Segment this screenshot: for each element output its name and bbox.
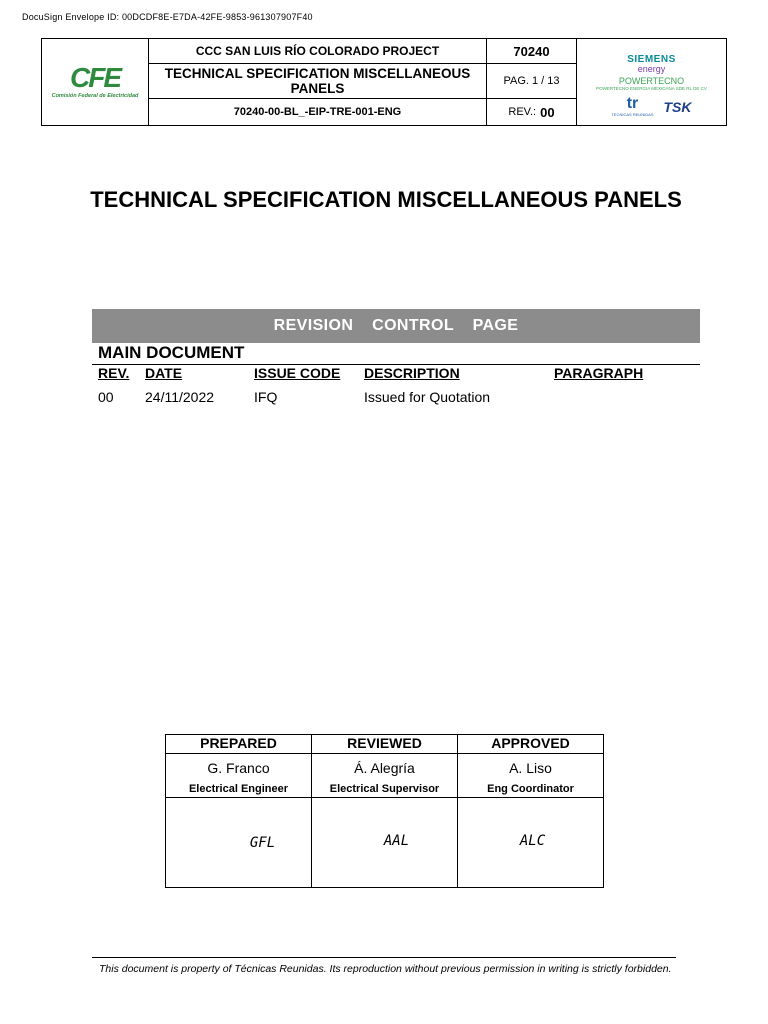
powertecno-subtitle: POWERTECNO ENERGIA MEXICANA SDE RL DE CV [596, 86, 707, 91]
partner-logos [577, 39, 726, 125]
header-title: TECHNICAL SPECIFICATION MISCELLANEOUS PANELS [164, 66, 471, 96]
approved-name: A. Liso [509, 760, 552, 776]
tsk-logo: TSK [663, 98, 692, 115]
prepared-role: Electrical Engineer [188, 783, 289, 795]
siemens-logo: SIEMENS [627, 54, 676, 65]
docusign-envelope-id: DocuSign Envelope ID: 00DCDF8E-E7DA-42FE-9853-961307907F40 [22, 12, 313, 22]
row-rev: 00 [98, 389, 114, 405]
page-number: PAG. 1 / 13 [503, 75, 560, 87]
cfe-logo-subtitle: Comisión Federal de Electricidad [51, 93, 139, 99]
column-header-date: DATE [145, 365, 183, 381]
prepared-header: PREPARED [200, 735, 277, 751]
tecnicas-reunidas-logo [611, 96, 653, 117]
column-header-description: DESCRIPTION [364, 365, 460, 381]
prepared-name: G. Franco [207, 760, 270, 776]
document-number: 70240-00-BL_-EIP-TRE-001-ENG [233, 106, 402, 118]
signature-table [165, 734, 604, 888]
project-number: 70240 [513, 43, 550, 59]
tr-logo-subtitle: TECNICAS REUNIDAS [611, 112, 654, 117]
reviewed-header: REVIEWED [347, 735, 422, 751]
column-header-issue-code: ISSUE CODE [254, 365, 341, 381]
approved-signature: ALC [519, 833, 546, 849]
prepared-signature: GFL [249, 835, 276, 851]
header-table [41, 38, 727, 126]
row-issue-code: IFQ [254, 389, 278, 405]
column-header-paragraph: PARAGRAPH [554, 365, 644, 381]
revision-control-bar: REVISION CONTROL PAGE [92, 309, 700, 343]
cfe-logo [42, 39, 148, 125]
revision-cell [487, 99, 576, 125]
revision-label: REV.: [508, 106, 537, 118]
approved-header: APPROVED [491, 735, 570, 751]
main-document-heading: MAIN DOCUMENT [98, 343, 245, 362]
footer-disclaimer: This document is property of Técnicas Reunidas. Its reproduction without previous permission in writing is strictly forbidden. [99, 963, 672, 975]
tr-logo-mark: tr [626, 95, 639, 112]
project-name: CCC SAN LUIS RÍO COLORADO PROJECT [195, 44, 440, 58]
reviewed-signature: AAL [383, 833, 410, 849]
row-description: Issued for Quotation [364, 389, 491, 405]
reviewed-role: Electrical Supervisor [329, 783, 440, 795]
approved-role: Eng Coordinator [487, 783, 574, 795]
reviewed-name: Á. Alegría [354, 760, 415, 776]
cfe-logo-mark: CFE [70, 62, 120, 93]
document-title: TECHNICAL SPECIFICATION MISCELLANEOUS PANELS [90, 187, 682, 212]
siemens-energy-text: energy [637, 64, 666, 74]
powertecno-logo: POWERTECNO [618, 76, 685, 86]
row-date: 24/11/2022 [145, 389, 215, 405]
column-header-rev: REV. [98, 365, 130, 381]
footer-divider [92, 957, 676, 958]
revision-value: 00 [540, 104, 555, 120]
